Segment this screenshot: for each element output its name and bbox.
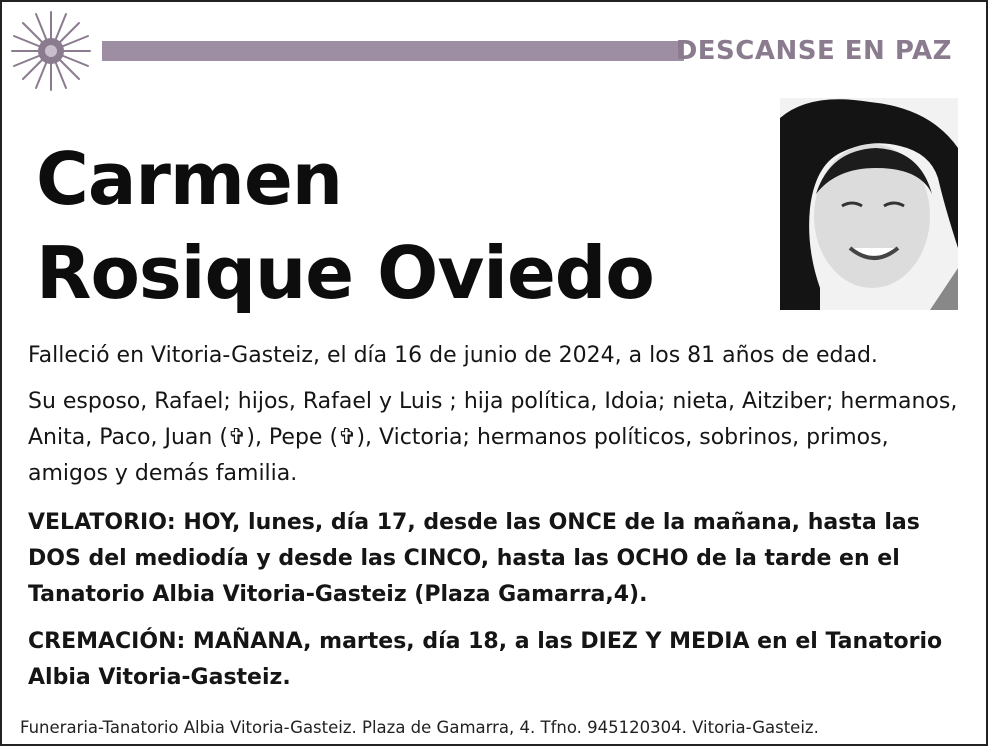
wake-details: VELATORIO: HOY, lunes, día 17, desde las ONCE de la mañana, hasta las DOS del mediodía y desde las CINCO, hasta las OCHO de la tarde en el Tanatorio Albia Vitoria-Gasteiz (Plaza Gamarra,4). xyxy=(28,510,920,607)
portrait-photo xyxy=(780,98,958,310)
thistle-flower-icon xyxy=(8,8,94,94)
header-label: DESCANSE EN PAZ xyxy=(675,36,952,66)
family-list: Su esposo, Rafael; hijos, Rafael y Luis ; hija política, Idoia; nieta, Aitziber; hermanos, Anita, Paco, Juan (✞), Pepe (✞), Victoria; hermanos políticos, sobrinos, primos, amigos y demás familia. xyxy=(28,389,958,486)
deceased-name xyxy=(36,132,654,320)
cremation-details: CREMACIÓN: MAÑANA, martes, día 18, a las DIEZ Y MEDIA en el Tanatorio Albia Vitoria-Gasteiz. xyxy=(28,629,943,690)
header-band xyxy=(102,41,684,61)
first-name: Carmen xyxy=(36,137,343,221)
funeral-home-footer: Funeraria-Tanatorio Albia Vitoria-Gasteiz. Plaza de Gamarra, 4. Tfno. 945120304. Vitoria-Gasteiz. xyxy=(20,718,819,737)
surnames: Rosique Oviedo xyxy=(36,231,654,315)
death-notice: Falleció en Vitoria-Gasteiz, el día 16 de junio de 2024, a los 81 años de edad. xyxy=(28,343,878,368)
